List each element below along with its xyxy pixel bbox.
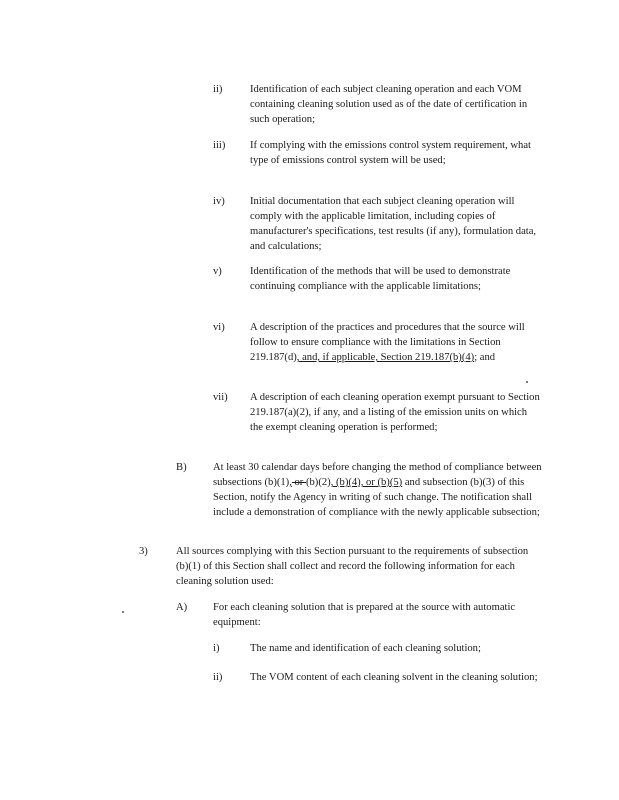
scan-speck [526, 381, 528, 383]
sub-item-label: ii) [213, 672, 223, 683]
paragraph-text-part: At least 30 calendar days before changing the method of compliance between subsections (b)(1) [213, 462, 542, 488]
inserted-text: , (b)(4), or (b)(5) [330, 477, 403, 488]
paragraph-text [213, 460, 543, 520]
paragraph-text: For each cleaning solution that is prepared at the source with automatic equipment: [213, 602, 516, 628]
scan-speck [122, 611, 124, 613]
sub-item-text: The VOM content of each cleaning solvent in the cleaning solution; [250, 672, 538, 683]
item-text-part: A description of the practices and procedures that the source will follow to ensure compliance with the limitations in Section 219.187(d) [250, 322, 525, 363]
item-label: v) [213, 266, 222, 277]
paragraph-text-part: and subsection (b)(3) of this Section, notify the Agency in writing of such change. The notification shall include a demonstration of compliance with the newly applicable subsection; [213, 477, 540, 518]
inserted-text: , [289, 477, 292, 488]
paragraph-label: B) [176, 462, 187, 473]
paragraph-label: 3) [139, 546, 148, 557]
item-label: vi) [213, 322, 225, 333]
item-text: Identification of the methods that will be used to demonstrate continuing compliance with the applicable limitations; [250, 266, 511, 292]
paragraph-text-part: (b)(2) [305, 477, 331, 488]
item-text-part: ; and [474, 352, 496, 363]
item-text [250, 320, 542, 365]
paragraph-text: All sources complying with this Section pursuant to the requirements of subsection (b)(1) of this Section shall collect and record the following information for each cleaning solution used: [176, 546, 529, 587]
sub-item-label: i) [213, 643, 220, 654]
deleted-text: or [291, 477, 306, 488]
item-text: A description of each cleaning operation exempt pursuant to Section 219.187(a)(2), if any, and a listing of the emission units on which the exempt cleaning operation is performed; [250, 392, 540, 433]
paragraph-label: A) [176, 602, 188, 613]
item-label: vii) [213, 392, 228, 403]
sub-item-text: The name and identification of each cleaning solution; [250, 643, 481, 654]
item-label: iv) [213, 196, 225, 207]
item-label: ii) [213, 84, 223, 95]
item-text: Initial documentation that each subject cleaning operation will comply with the applicable limitation, including copies of manufacturer's specifications, test results (if any), formulation data, and calculations; [250, 196, 537, 252]
item-text: If complying with the emissions control system requirement, what type of emissions control system will be used; [250, 140, 531, 166]
item-label: iii) [213, 140, 226, 151]
item-text: Identification of each subject cleaning operation and each VOM containing cleaning solution used as of the date of certification in such operation; [250, 84, 528, 125]
inserted-text: , and, if applicable, Section 219.187(b)(4) [296, 352, 475, 363]
